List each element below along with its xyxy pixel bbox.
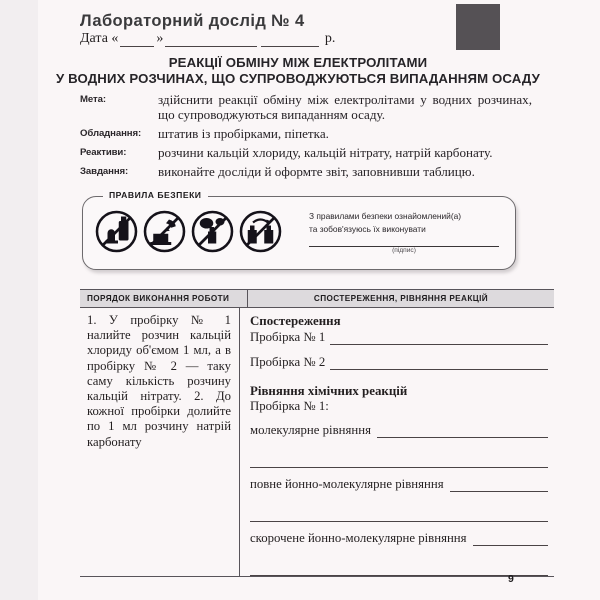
lab-experiment-title: Лабораторний дослід № 4 bbox=[80, 12, 305, 30]
page-title-line-2: У ВОДНИХ РОЗЧИНАХ, ЩО СУПРОВОДЖУЮТЬСЯ ВИПАДАННЯМ ОСАДУ bbox=[55, 70, 540, 86]
procedure-cell: 1. У пробірку № 1 налийте розчин кальцій хлориду об'ємом 1 мл, а в пробірку № 2 — таку саму кількість розчину кальцій нітрату. 2. До кожної пробірки долийте по 1 мл розчину натрій карбонату bbox=[80, 308, 240, 576]
safety-ack-line-2: та зобов'язуюсь їх виконувати bbox=[309, 223, 426, 234]
observations-heading: Спостереження bbox=[250, 314, 341, 328]
molecular-equation-continuation-line[interactable] bbox=[250, 451, 548, 468]
molecular-equation-blank[interactable] bbox=[377, 426, 548, 438]
meta-row-task bbox=[80, 164, 532, 179]
spacer-1 bbox=[250, 345, 548, 354]
meta-label-task: Завдання: bbox=[80, 166, 129, 178]
net-ionic-equation-blank[interactable] bbox=[473, 534, 548, 546]
observation-label-tube-1: Пробірка № 1 bbox=[250, 330, 326, 344]
safety-acknowledgement-text bbox=[309, 210, 501, 235]
page-number: 9 bbox=[508, 573, 514, 585]
date-month-blank[interactable] bbox=[165, 34, 257, 47]
meta-label-purpose: Мета: bbox=[80, 94, 106, 105]
table-header-row bbox=[80, 289, 554, 308]
worksheet-page bbox=[38, 0, 600, 600]
meta-row-purpose bbox=[80, 92, 532, 123]
molecular-equation-row[interactable] bbox=[250, 423, 548, 438]
date-quote-close: » bbox=[156, 31, 164, 46]
meta-value-purpose: здійснити реакції обміну між електролітами у водних розчинах, що супроводжуються випаданням осаду. bbox=[158, 92, 532, 123]
observation-row-tube-2[interactable] bbox=[250, 355, 548, 370]
meta-row-equipment bbox=[80, 126, 532, 141]
table-body-row bbox=[80, 308, 554, 577]
spacer-8 bbox=[250, 546, 548, 559]
safety-rules-title: ПРАВИЛА БЕЗПЕКИ bbox=[103, 190, 208, 200]
observation-label-tube-2: Пробірка № 2 bbox=[250, 355, 326, 369]
date-year-suffix: р. bbox=[324, 31, 336, 46]
page-title bbox=[38, 55, 558, 86]
meta-label-equipment: Обладнання: bbox=[80, 128, 142, 140]
spacer-5 bbox=[250, 468, 548, 477]
signature-caption: (підпис) bbox=[392, 247, 416, 254]
meta-value-task: виконайте досліди й оформте звіт, заповнивши таблицю. bbox=[158, 164, 475, 180]
full-ionic-continuation-line[interactable] bbox=[250, 505, 548, 522]
lab-report-table bbox=[80, 289, 554, 577]
no-eating-prohibition-icon bbox=[94, 209, 139, 254]
safety-icon-strip bbox=[94, 209, 283, 254]
spacer-4 bbox=[250, 438, 548, 451]
equations-heading: Рівняння хімічних реакцій bbox=[250, 384, 408, 398]
table-header-observations: СПОСТЕРЕЖЕННЯ, РІВНЯННЯ РЕАКЦІЙ bbox=[248, 290, 554, 308]
equations-tube-1-label: Пробірка № 1: bbox=[250, 399, 329, 413]
date-quote-open: « bbox=[111, 31, 119, 46]
no-pouring-back-prohibition-icon bbox=[142, 209, 187, 254]
experiment-meta bbox=[80, 92, 532, 183]
no-mixing-prohibition-icon bbox=[238, 209, 283, 254]
net-ionic-equation-row[interactable] bbox=[250, 531, 548, 546]
meta-row-reagents bbox=[80, 145, 532, 160]
full-ionic-equation-label: повне йонно-молекулярне рівняння bbox=[250, 477, 444, 491]
safety-rules-box bbox=[82, 190, 516, 270]
date-year-blank[interactable] bbox=[261, 34, 319, 47]
spacer-3 bbox=[250, 414, 548, 423]
table-header-procedure: ПОРЯДОК ВИКОНАННЯ РОБОТИ bbox=[80, 290, 248, 308]
no-sniffing-prohibition-icon bbox=[190, 209, 235, 254]
meta-label-reagents: Реактиви: bbox=[80, 147, 127, 159]
date-label: Дата bbox=[80, 31, 108, 46]
page-title-line-1: РЕАКЦІЇ ОБМІНУ МІЖ ЕЛЕКТРОЛІТАМИ bbox=[168, 55, 428, 70]
net-ionic-continuation-line[interactable] bbox=[250, 559, 548, 576]
observation-blank-tube-1[interactable] bbox=[330, 333, 548, 345]
observation-row-tube-1[interactable] bbox=[250, 330, 548, 345]
meta-value-reagents: розчини кальцій хлориду, кальцій нітрату, натрій карбонату. bbox=[158, 145, 493, 161]
observation-blank-tube-2[interactable] bbox=[330, 358, 548, 370]
spacer-6 bbox=[250, 492, 548, 505]
full-ionic-equation-blank[interactable] bbox=[450, 480, 548, 492]
spacer-7 bbox=[250, 522, 548, 531]
net-ionic-equation-label: скорочене йонно-молекулярне рівняння bbox=[250, 531, 467, 545]
date-line[interactable] bbox=[80, 31, 335, 47]
full-ionic-equation-row[interactable] bbox=[250, 477, 548, 492]
meta-value-equipment: штатив із пробірками, піпетка. bbox=[158, 126, 329, 142]
molecular-equation-label: молекулярне рівняння bbox=[250, 423, 371, 437]
chapter-tab-marker bbox=[456, 4, 500, 50]
observations-cell bbox=[240, 308, 554, 576]
date-day-blank[interactable] bbox=[120, 34, 154, 47]
safety-ack-line-1: З правилами безпеки ознайомлений(а) bbox=[309, 211, 462, 221]
spacer-2 bbox=[250, 370, 548, 383]
